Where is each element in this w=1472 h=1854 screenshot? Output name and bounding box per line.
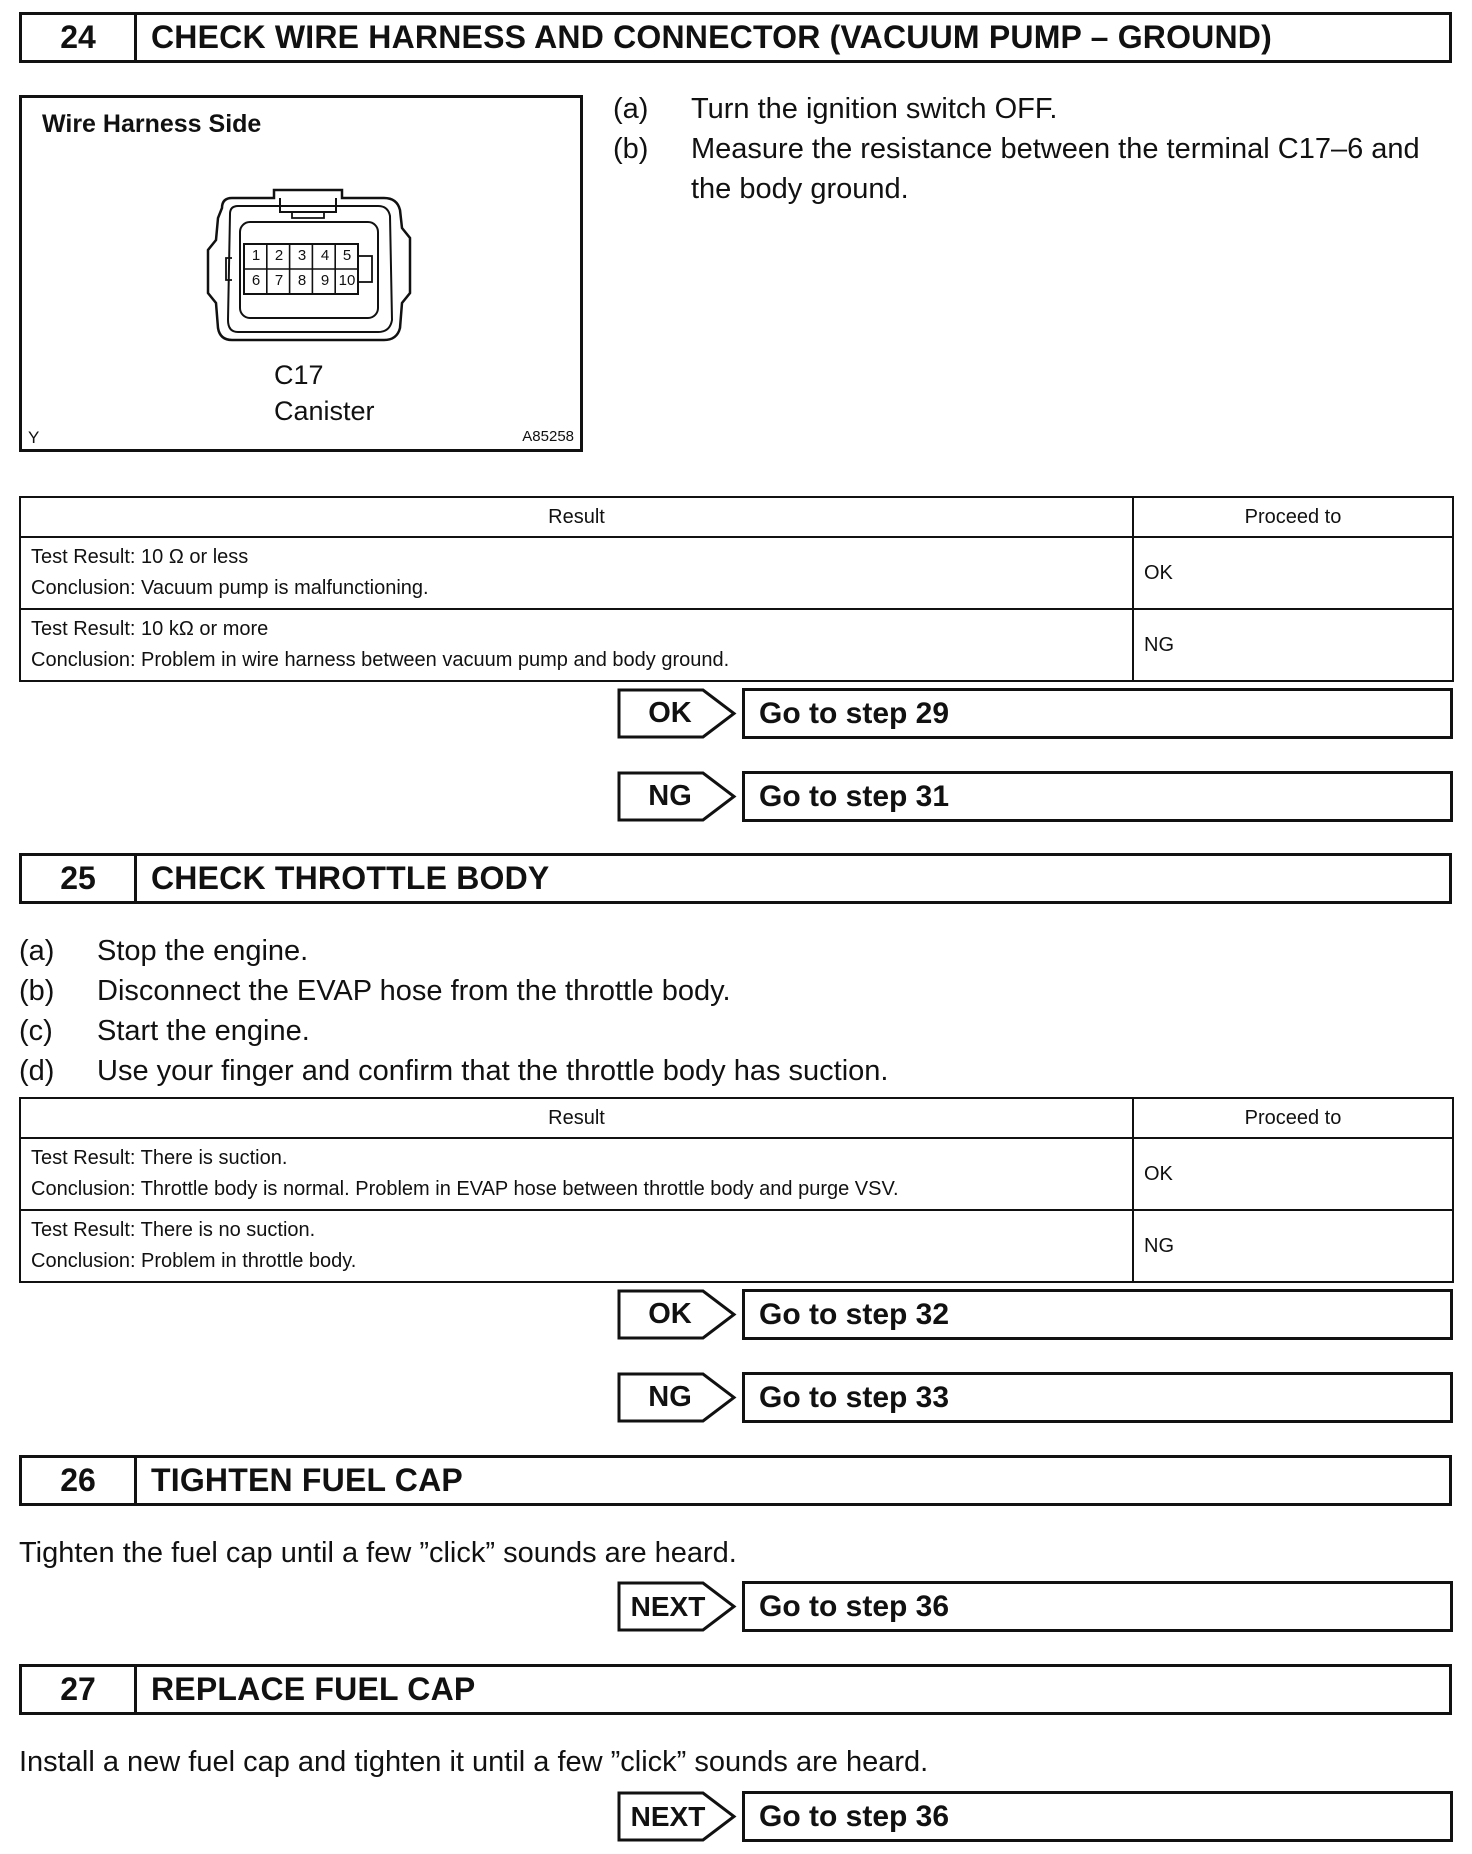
- step-24-header: [19, 12, 1452, 63]
- goto-next-step-36[interactable]: [617, 1581, 950, 1632]
- connector-figure: [19, 95, 583, 452]
- component-name: Canister: [274, 396, 375, 426]
- instruction-label: (b): [613, 133, 649, 165]
- conclusion: Conclusion: Problem in wire harness between vacuum pump and body ground.: [31, 649, 730, 671]
- step-27-text: Install a new fuel cap and tighten it until a few ”click” sounds are heard.: [19, 1746, 929, 1778]
- table-header-proceed: Proceed to: [1133, 497, 1453, 537]
- pin-label: 7: [274, 272, 284, 289]
- instruction-line: [19, 931, 1419, 971]
- step-25-instructions: [19, 931, 1419, 1091]
- step-title: TIGHTEN FUEL CAP: [151, 1462, 463, 1498]
- pin-label: 8: [297, 272, 307, 289]
- table-header-result: Result: [20, 1098, 1133, 1138]
- instruction-text: Stop the engine.: [97, 935, 309, 967]
- instruction-line: [613, 89, 1458, 129]
- instruction-text: Use your finger and confirm that the throttle body has suction.: [97, 1055, 889, 1087]
- goto-label: NG: [648, 780, 692, 812]
- goto-ng-step-33[interactable]: [617, 1372, 950, 1423]
- instruction-line: [19, 1051, 1419, 1091]
- step-24-instructions: [613, 89, 1458, 209]
- step-number: 27: [22, 1667, 137, 1712]
- goto-target[interactable]: Go to step 33: [742, 1372, 1453, 1423]
- step-title: REPLACE FUEL CAP: [151, 1671, 476, 1707]
- instruction-line: [19, 1011, 1419, 1051]
- instruction-text: Measure the resistance between the terminal C17–6 and the body ground.: [691, 133, 1420, 205]
- goto-label: NEXT: [630, 1800, 706, 1832]
- instruction-label: (c): [19, 1015, 53, 1047]
- test-result: Test Result: 10 kΩ or more: [31, 618, 269, 640]
- instruction-text: Start the engine.: [97, 1015, 310, 1047]
- connector-id: C17: [274, 360, 324, 390]
- goto-ok-step-29[interactable]: [617, 688, 950, 739]
- conclusion: Conclusion: Throttle body is normal. Problem in EVAP hose between throttle body and purge VSV.: [31, 1178, 899, 1200]
- conclusion: Conclusion: Vacuum pump is malfunctioning.: [31, 577, 429, 599]
- table-row: [20, 609, 1453, 681]
- instruction-label: (a): [613, 93, 649, 125]
- table-row: [20, 1138, 1453, 1210]
- step-number: 25: [22, 856, 137, 901]
- instruction-text: Turn the ignition switch OFF.: [691, 93, 1058, 125]
- table-row: [20, 537, 1453, 609]
- instruction-label: (a): [19, 935, 55, 967]
- step-27-header: [19, 1664, 1452, 1715]
- pin-label: 4: [320, 247, 330, 264]
- step-26-header: [19, 1455, 1452, 1506]
- table-row: [20, 1210, 1453, 1282]
- goto-ng-step-31[interactable]: [617, 771, 950, 822]
- step-24-result-table: [19, 496, 1454, 682]
- conclusion: Conclusion: Problem in throttle body.: [31, 1250, 357, 1272]
- goto-target[interactable]: Go to step 31: [742, 771, 1453, 822]
- pin-label: 3: [297, 247, 307, 264]
- instruction-label: (d): [19, 1055, 55, 1087]
- pin-label: 2: [274, 247, 284, 264]
- table-header-proceed: Proceed to: [1133, 1098, 1453, 1138]
- instruction-line: [19, 971, 1419, 1011]
- step-title: CHECK THROTTLE BODY: [151, 860, 550, 896]
- goto-label: OK: [648, 697, 692, 729]
- step-title: CHECK WIRE HARNESS AND CONNECTOR (VACUUM PUMP – GROUND): [151, 19, 1272, 55]
- instruction-line: [613, 129, 1458, 209]
- pin-label: 6: [251, 272, 261, 289]
- proceed-value: NG: [1133, 1210, 1453, 1282]
- goto-target[interactable]: Go to step 29: [742, 688, 1453, 739]
- figure-code: A85258: [522, 428, 574, 445]
- proceed-value: NG: [1133, 609, 1453, 681]
- pin-label: 10: [338, 272, 356, 289]
- goto-next-step-36[interactable]: [617, 1791, 950, 1842]
- proceed-value: OK: [1133, 1138, 1453, 1210]
- goto-ok-step-32[interactable]: [617, 1289, 950, 1340]
- goto-label: OK: [648, 1298, 692, 1330]
- step-number: 24: [22, 15, 137, 60]
- test-result: Test Result: There is suction.: [31, 1147, 288, 1169]
- instruction-text: Disconnect the EVAP hose from the throttle body.: [97, 975, 731, 1007]
- test-result: Test Result: There is no suction.: [31, 1219, 316, 1241]
- step-25-result-table: [19, 1097, 1454, 1283]
- figure-corner-label: Y: [28, 428, 40, 447]
- goto-target[interactable]: Go to step 32: [742, 1289, 1453, 1340]
- step-26-text: Tighten the fuel cap until a few ”click” sounds are heard.: [19, 1537, 737, 1569]
- goto-target[interactable]: Go to step 36: [742, 1581, 1453, 1632]
- table-header-result: Result: [20, 497, 1133, 537]
- goto-label: NEXT: [630, 1590, 706, 1622]
- step-25-header: [19, 853, 1452, 904]
- proceed-value: OK: [1133, 537, 1453, 609]
- pin-label: 9: [320, 272, 330, 289]
- figure-title: Wire Harness Side: [42, 110, 262, 138]
- pin-label: 5: [342, 247, 352, 264]
- instruction-label: (b): [19, 975, 55, 1007]
- test-result: Test Result: 10 Ω or less: [31, 546, 249, 568]
- goto-target[interactable]: Go to step 36: [742, 1791, 1453, 1842]
- pin-label: 1: [251, 247, 261, 264]
- step-number: 26: [22, 1458, 137, 1503]
- goto-label: NG: [648, 1381, 692, 1413]
